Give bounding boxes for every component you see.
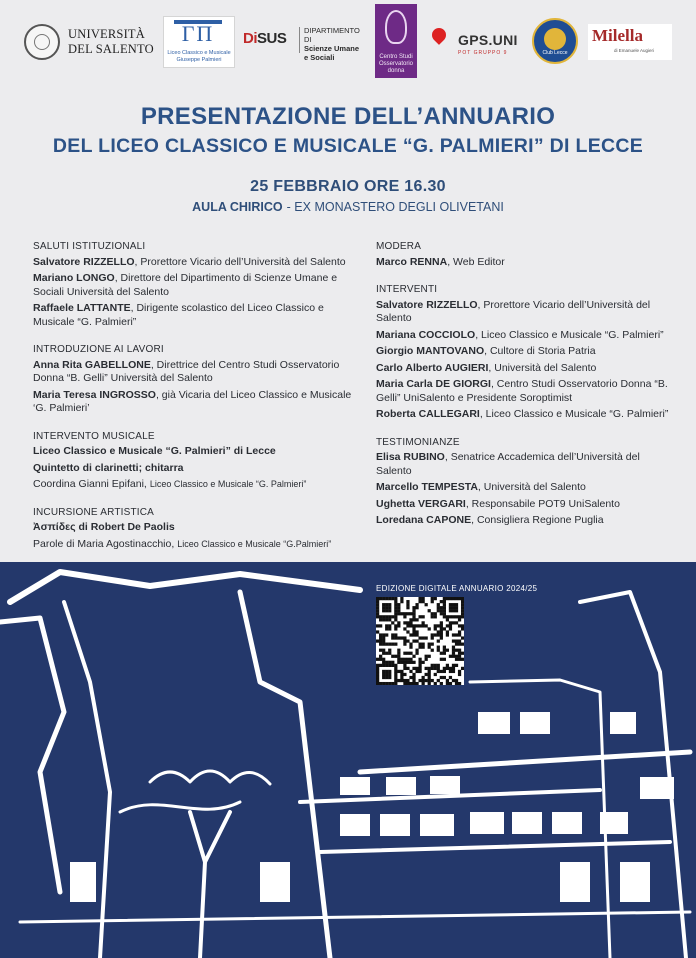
- university-logo-line2: DEL SALENTO: [68, 42, 154, 56]
- university-logo: [24, 22, 154, 62]
- section-heading: INTERVENTI: [376, 284, 438, 295]
- disus-logo-line3: e Sociali: [304, 53, 335, 62]
- disus-logo-line2: Scienze Umane: [304, 44, 360, 53]
- disus-logo-line1: DIPARTIMENTO DI: [304, 26, 360, 44]
- speaker-role: , Direttore del Dipartimento di Scienze Umane e Sociali Università del Salento: [33, 272, 338, 298]
- program-section: [376, 283, 676, 422]
- program-entry: [33, 445, 363, 459]
- centro-studi-line2: Osservatorio: [378, 61, 413, 67]
- speaker-affiliation: Liceo Classico e Musicale “G.Palmieri”: [177, 538, 332, 549]
- disus-logo-divider: [299, 27, 300, 53]
- program-left-column: [33, 240, 363, 565]
- speaker-role: , Senatrice Accademica dell’Università del Salento: [376, 451, 640, 477]
- milella-logo: [588, 24, 672, 60]
- speaker-role: , Responsabile POT9 UniSalento: [465, 497, 620, 510]
- program-entry: [376, 378, 676, 405]
- speaker-name: Elisa RUBINO: [376, 451, 445, 463]
- dancer-figure-icon: [385, 10, 407, 44]
- event-place: [0, 200, 696, 214]
- program-entry: [33, 462, 363, 476]
- speaker-role: , Liceo Classico e Musicale “G. Palmieri”: [475, 328, 664, 341]
- section-heading: TESTIMONIANZE: [376, 436, 460, 448]
- program-entry: [33, 272, 363, 299]
- speaker-name: Ughetta VERGARI: [376, 497, 466, 510]
- program-entry: [33, 521, 363, 535]
- program-entry: [376, 345, 676, 359]
- event-place-main: AULA CHIRICO: [192, 200, 283, 214]
- section-heading: SALUTI ISTITUZIONALI: [33, 241, 146, 252]
- program-entry: [376, 299, 676, 326]
- speaker-name: Salvatore RIZZELLO: [376, 298, 478, 311]
- speaker-name: Salvatore RIZZELLO: [33, 255, 135, 268]
- program-entry: [376, 451, 676, 478]
- section-heading: INTRODUZIONE AI LAVORI: [33, 344, 164, 355]
- speaker-name: Maria Carla DE GIORGI: [376, 378, 491, 390]
- milella-name: Milella: [592, 26, 643, 45]
- speaker-role: , Università del Salento: [488, 361, 597, 374]
- speaker-name: Roberta CALLEGARI: [376, 408, 480, 420]
- speaker-name: Marcello TEMPESTA: [376, 481, 478, 493]
- speaker-name: Giorgio MANTOVANO: [376, 345, 485, 357]
- building-illustration: [0, 562, 696, 958]
- liceo-logo: [163, 16, 235, 68]
- program-entry: [33, 538, 363, 552]
- program-entry: [33, 478, 363, 492]
- speaker-name: Marco RENNA: [376, 255, 448, 268]
- gps-uni-name: GPS.UNI: [458, 32, 518, 48]
- speaker-role: , Centro Studi Osservatorio Donna “B. Gelli” UniSalento e Presidente Soroptimist: [376, 378, 668, 404]
- event-date: 25 FEBBRAIO ORE 16.30: [250, 178, 446, 195]
- program-section: [376, 436, 676, 528]
- speaker-name: Carlo Alberto AUGIERI: [376, 361, 489, 374]
- speaker-name: Mariano LONGO: [33, 272, 115, 284]
- gps-uni-logo: [430, 26, 522, 56]
- program-entry: [33, 256, 363, 270]
- program-section: [376, 240, 676, 269]
- centro-studi-line1: Centro Studi: [379, 54, 413, 60]
- qr-code-icon[interactable]: [376, 597, 464, 685]
- liceo-logo-line2: Giuseppe Palmieri: [176, 57, 222, 63]
- speaker-name: Liceo Classico e Musicale “G. Palmieri” di Lecce: [33, 445, 276, 457]
- section-heading: INCURSIONE ARTISTICA: [33, 506, 155, 518]
- disus-logo: [243, 26, 367, 62]
- university-logo-line1: UNIVERSITÀ: [68, 27, 145, 41]
- speaker-role: , Università del Salento: [477, 481, 586, 493]
- program-entry: [376, 329, 676, 343]
- event-place-rest: - EX MONASTERO DEGLI OLIVETANI: [286, 200, 504, 214]
- speaker-name: Quintetto di clarinetti; chitarra: [33, 461, 184, 474]
- disus-logo-prefix: Di: [243, 30, 257, 47]
- speaker-role: , Liceo Classico e Musicale “G. Palmieri”: [479, 408, 669, 420]
- program-section: [33, 506, 363, 552]
- speaker-role: , già Vicaria del Liceo Classico e Musicale ‘G. Palmieri’: [33, 388, 352, 414]
- milella-sub: di Emanuele Augieri: [614, 48, 655, 53]
- speaker-name: Ἀσπίδες di Robert De Paolis: [33, 521, 175, 533]
- section-heading: INTERVENTO MUSICALE: [33, 430, 155, 442]
- program-entry: [376, 408, 676, 422]
- speaker-name: Anna Rita GABELLONE: [33, 358, 151, 371]
- centro-studi-logo: [375, 4, 417, 78]
- program-section: [33, 240, 363, 329]
- soroptimist-label: Club Lecce: [542, 50, 568, 56]
- section-heading: MODERA: [376, 241, 422, 252]
- speaker-name: Maria Teresa INGROSSO: [33, 388, 156, 401]
- program-section: [33, 430, 363, 492]
- speaker-role: , Direttrice del Centro Studi Osservatorio Donna “B. Gelli” Università del Salento: [33, 358, 340, 384]
- sponsor-logos: [0, 0, 696, 82]
- gps-uni-sub: POT GRUPPO 9: [458, 50, 508, 56]
- building-sketch-icon: [0, 562, 696, 958]
- soroptimist-emblem-icon: [544, 28, 566, 50]
- soroptimist-logo: [532, 18, 578, 64]
- speaker-name: Loredana CAPONE: [376, 514, 472, 526]
- speaker-name: Raffaele LATTANTE: [33, 302, 131, 314]
- program-entry: [376, 514, 676, 528]
- poster-title-line1: PRESENTAZIONE DELL’ANNUARIO: [140, 103, 556, 130]
- speaker-role: , Consigliera Regione Puglia: [471, 514, 604, 526]
- program-entry: [376, 481, 676, 495]
- speaker-affiliation: Liceo Classico e Musicale “G. Palmieri”: [149, 479, 307, 489]
- program-entry: [376, 362, 676, 376]
- speaker-role: , Prorettore Vicario dell’Università del Salento: [134, 255, 346, 268]
- speaker-role: , Web Editor: [447, 255, 505, 268]
- program-section: [33, 343, 363, 416]
- speaker-role: , Dirigente scolastico del Liceo Classico e Musicale “G. Palmieri”: [33, 302, 324, 328]
- speaker-role: , Cultore di Storia Patria: [484, 345, 596, 357]
- digital-edition-label: EDIZIONE DIGITALE ANNUARIO 2024/25: [376, 584, 538, 593]
- speaker-role: Coordina Gianni Epifani,: [33, 478, 147, 490]
- centro-studi-line3: donna: [387, 68, 405, 74]
- program-right-column: [376, 240, 676, 542]
- speaker-name: Mariana COCCIOLO: [376, 328, 476, 341]
- program-entry: [33, 302, 363, 329]
- program-entry: [33, 359, 363, 386]
- liceo-logo-mark: ΓΠ: [181, 21, 215, 46]
- program-entry: [376, 498, 676, 512]
- disus-logo-suffix: SUS: [257, 30, 287, 47]
- speaker-role: , Prorettore Vicario dell’Università del Salento: [376, 298, 651, 324]
- map-pin-icon: [429, 25, 449, 45]
- poster-title-line2: DEL LICEO CLASSICO E MUSICALE “G. PALMIERI” DI LECCE: [52, 135, 644, 157]
- university-seal-icon: [24, 24, 60, 60]
- program-entry: [33, 389, 363, 416]
- program-entry: [376, 256, 676, 270]
- speaker-role: Parole di Maria Agostinacchio,: [33, 537, 175, 550]
- liceo-logo-line1: Liceo Classico e Musicale: [167, 50, 231, 56]
